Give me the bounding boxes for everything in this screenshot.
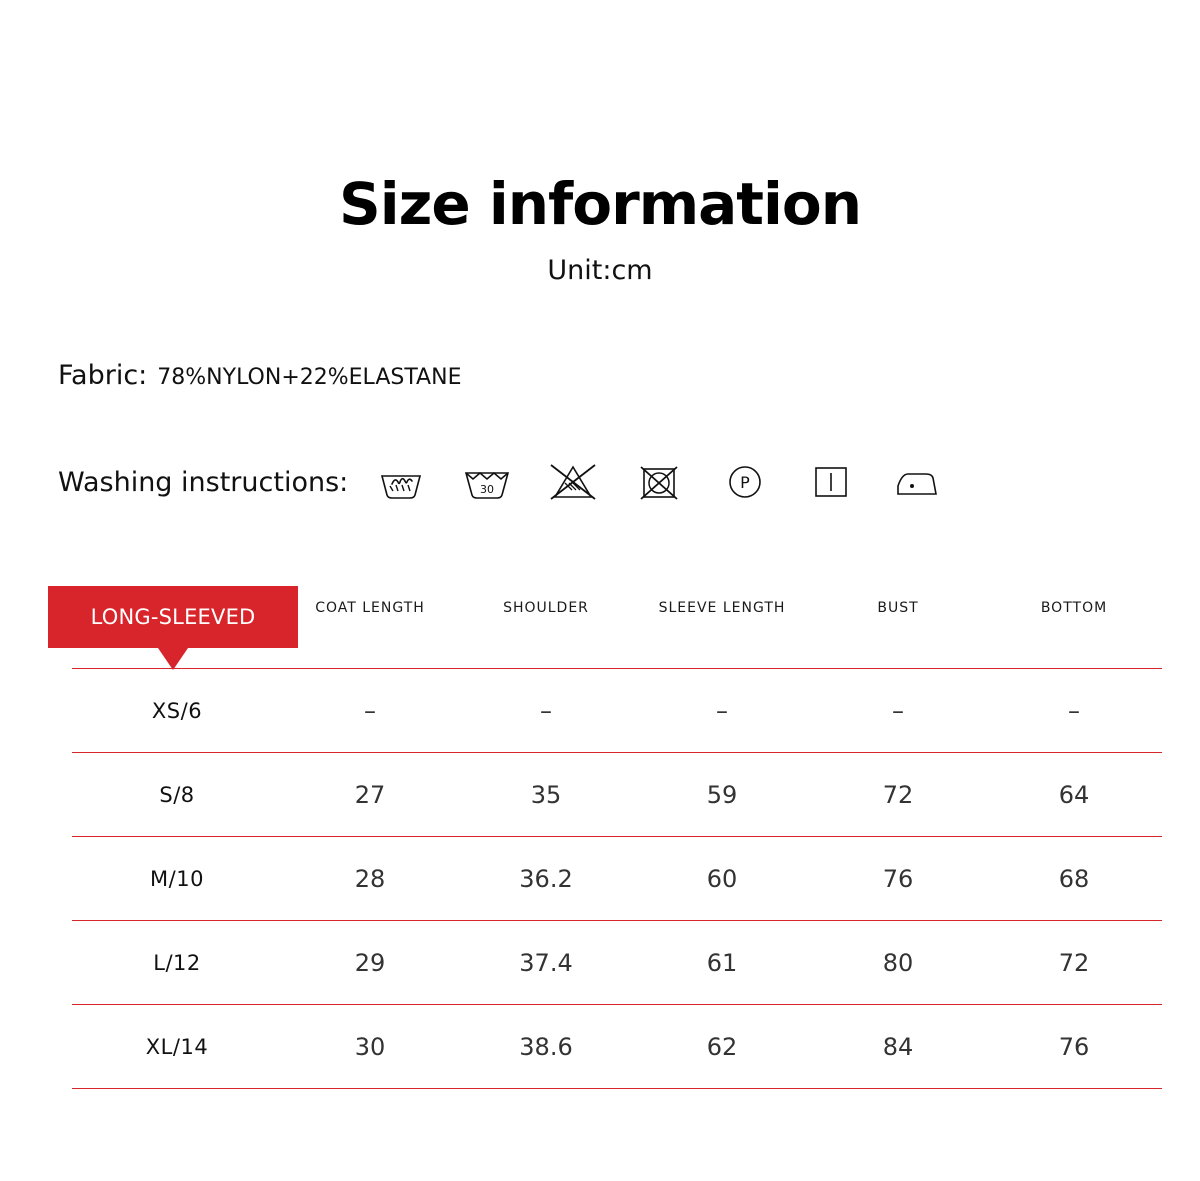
column-header-bottom: BOTTOM [1040, 600, 1108, 616]
washing-icon-group [370, 458, 972, 506]
washing-instructions-label: Washing instructions: [58, 466, 349, 498]
table-row [72, 753, 1162, 837]
table-header-row [72, 600, 1162, 669]
row-size-label: XL/14 [72, 1005, 282, 1089]
cell-coat-length: 28 [282, 837, 458, 921]
cell-bottom: – [986, 669, 1162, 753]
cell-bottom: 76 [986, 1005, 1162, 1089]
cell-coat-length: 27 [282, 753, 458, 837]
cell-sleeve-length: 60 [634, 837, 810, 921]
column-header-bust: BUST [877, 600, 919, 616]
svg-text:P: P [740, 473, 751, 492]
washing-instructions-row [58, 458, 972, 506]
fabric-label: Fabric: [58, 360, 148, 391]
cell-bust: 84 [810, 1005, 986, 1089]
cell-bust: – [810, 669, 986, 753]
table-row [72, 921, 1162, 1005]
machine-wash-30-icon [456, 458, 518, 506]
row-size-label: M/10 [72, 837, 282, 921]
cell-shoulder: 36.2 [458, 837, 634, 921]
cell-sleeve-length: 59 [634, 753, 810, 837]
cell-shoulder: 38.6 [458, 1005, 634, 1089]
hand-wash-icon [370, 458, 432, 506]
cell-sleeve-length: 62 [634, 1005, 810, 1089]
cell-shoulder: 35 [458, 753, 634, 837]
cell-bottom: 64 [986, 753, 1162, 837]
cell-bust: 80 [810, 921, 986, 1005]
do-not-tumble-dry-icon [628, 458, 690, 506]
cell-bottom: 68 [986, 837, 1162, 921]
cell-bust: 72 [810, 753, 986, 837]
page-title: Size information [338, 170, 862, 238]
column-header-shoulder: SHOULDER [503, 600, 589, 616]
column-header-coat-length: COAT LENGTH [315, 600, 425, 616]
size-table [72, 600, 1162, 1089]
unit-label: Unit:cm [547, 255, 653, 286]
row-size-label: S/8 [72, 753, 282, 837]
category-flag-label: LONG-SLEEVED [90, 605, 256, 629]
size-table-wrap [72, 600, 1162, 1089]
table-row [72, 669, 1162, 753]
drip-dry-line-icon [800, 458, 862, 506]
fabric-value: 78%NYLON+22%ELASTANE [157, 365, 462, 390]
cell-shoulder: – [458, 669, 634, 753]
fabric-row [58, 360, 461, 391]
cell-sleeve-length: 61 [634, 921, 810, 1005]
cell-shoulder: 37.4 [458, 921, 634, 1005]
table-row [72, 1005, 1162, 1089]
cell-bottom: 72 [986, 921, 1162, 1005]
table-row [72, 837, 1162, 921]
dry-clean-p-icon [714, 458, 776, 506]
cell-bust: 76 [810, 837, 986, 921]
column-header-size [72, 600, 282, 669]
cell-coat-length: – [282, 669, 458, 753]
row-size-label: L/12 [72, 921, 282, 1005]
svg-text:30: 30 [480, 483, 495, 496]
cell-coat-length: 29 [282, 921, 458, 1005]
do-not-bleach-icon [542, 458, 604, 506]
cell-sleeve-length: – [634, 669, 810, 753]
iron-low-icon [886, 458, 948, 506]
cell-coat-length: 30 [282, 1005, 458, 1089]
row-size-label: XS/6 [72, 669, 282, 753]
column-header-sleeve-length: SLEEVE LENGTH [658, 600, 786, 616]
